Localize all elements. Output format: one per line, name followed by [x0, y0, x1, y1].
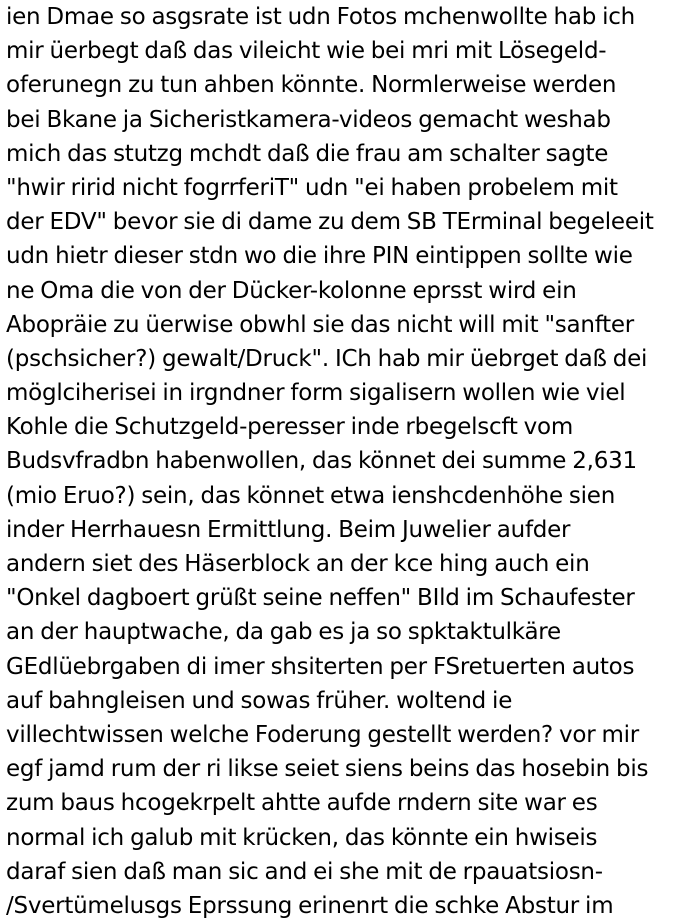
text-line: Budsvfradbn habenwollen, das könnet dei summe 2,631	[6, 448, 637, 475]
text-line: an der hauptwache, da gab es ja so spktaktulkäre	[6, 619, 561, 646]
text-line: (mio Eruo?) sein, das könnet etwa ienshcdenhöhe sien	[6, 482, 616, 509]
text-line: "Onkel dagboert grüßt seine neffen" BIld im Schaufester	[6, 585, 635, 612]
text-block	[6, 0, 682, 920]
text-line: der EDV" bevor sie di dame zu dem SB TErminal begeleeit	[6, 209, 654, 236]
text-line: auf bahngleisen und sowas früher. woltend ie	[6, 687, 513, 714]
text-line: zum baus hcogekrpelt ahtte aufde rndern site war es	[6, 790, 598, 817]
text-line: bei Bkane ja Sicheristkamera-videos gemacht weshab	[6, 106, 611, 133]
text-line: oferunegn zu tun ahben könnte. Normlerweise werden	[6, 72, 617, 99]
text-line: ne Oma die von der Dücker-kolonne eprsst wird ein	[6, 277, 577, 304]
text-line: udn hietr dieser stdn wo die ihre PIN eintippen sollte wie	[6, 243, 633, 270]
text-line: möglciherisei in irgndner form sigalisern wollen wie viel	[6, 380, 626, 407]
text-line: daraf sien daß man sic and ei she mit de rpauatsiosn-	[6, 858, 603, 885]
text-line: mir üerbegt daß das vileicht wie bei mri mit Lösegeld-	[6, 38, 607, 65]
text-line: andern siet des Häserblock an der kce hing auch ein	[6, 551, 590, 577]
text-line: inder Herrhauesn Ermittlung. Beim Juwelier aufder	[6, 516, 571, 543]
text-line: Kohle die Schutzgeld-peresser inde rbegelscft vom	[6, 414, 574, 441]
text-line: Abopräie zu üerwise obwhl sie das nicht will mit "sanfter	[6, 311, 635, 338]
text-line: mich das stutzg mchdt daß die frau am schalter sagte	[6, 140, 609, 167]
text-line: "hwir ririd nicht fogrrferiT" udn "ei haben probelem mit	[6, 174, 618, 201]
text-line: ien Dmae so asgsrate ist udn Fotos mchenwollte hab ich	[6, 4, 635, 30]
text-line: villechtwissen welche Foderung gestellt werden? vor mir	[6, 721, 639, 748]
text-line: egf jamd rum der ri likse seiet siens beins das hosebin bis	[6, 756, 649, 783]
text-line: normal ich galub mit krücken, das könnte ein hwiseis	[6, 824, 598, 851]
text-line: GEdlüebrgaben di imer shsiterten per FSretuerten autos	[6, 653, 635, 680]
text-line: (pschsicher?) gewalt/Druck". ICh hab mir üebrget daß dei	[6, 345, 648, 372]
text-line: /Svertümelusgs Eprssung erinenrt die schke Abstur im	[6, 892, 614, 919]
